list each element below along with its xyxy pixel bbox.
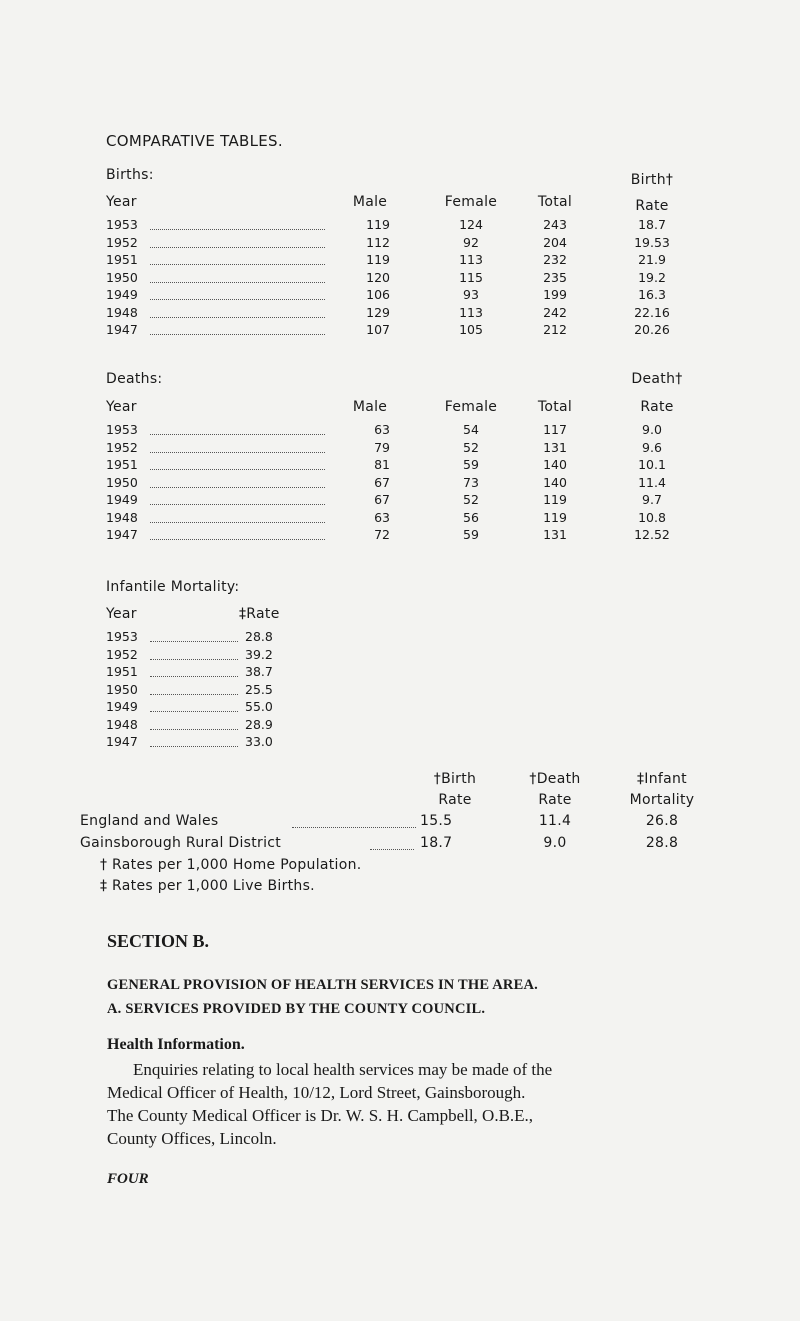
year-cell: 1948: [106, 716, 138, 732]
male-cell: 67: [374, 474, 390, 490]
total-cell: 140: [543, 474, 567, 490]
comparison-header-birth-top: †Birth: [433, 771, 477, 787]
rate-cell: 11.4: [638, 474, 666, 490]
female-cell: 113: [459, 304, 483, 320]
total-cell: 117: [543, 422, 567, 437]
male-cell: 63: [374, 422, 390, 437]
female-cell: 124: [459, 217, 483, 232]
female-cell: 92: [463, 234, 479, 250]
leader-dots: [150, 641, 238, 642]
rate-cell: 12.52: [634, 527, 670, 542]
births-header-total: Total: [537, 194, 573, 210]
leader-dots: [150, 229, 325, 230]
leader-dots: [150, 746, 238, 747]
leader-dots: [150, 317, 325, 318]
rate-cell: 38.7: [245, 664, 273, 679]
comparison-row-label: England and Wales: [80, 813, 219, 829]
female-cell: 59: [463, 457, 479, 472]
leader-dots: [292, 827, 416, 828]
year-cell: 1950: [106, 681, 138, 697]
births-header-rate: Rate: [635, 198, 669, 214]
leader-dots: [150, 282, 325, 283]
rate-cell: 16.3: [638, 287, 666, 302]
male-cell: 120: [366, 269, 390, 285]
comparison-infant-value: 28.8: [645, 835, 679, 851]
leader-dots: [150, 676, 238, 677]
leader-dots: [150, 711, 238, 712]
year-cell: 1947: [106, 527, 138, 542]
subheading-health-information: Health Information.: [107, 1036, 245, 1053]
female-cell: 113: [459, 252, 483, 267]
year-cell: 1950: [106, 474, 138, 490]
comparison-row-label: Gainsborough Rural District: [80, 835, 282, 851]
year-cell: 1953: [106, 217, 138, 232]
comparison-birth-value: 18.7: [420, 835, 453, 851]
year-cell: 1951: [106, 664, 138, 679]
section-title: SECTION B.: [107, 931, 210, 951]
male-cell: 67: [374, 492, 390, 507]
rate-cell: 20.26: [634, 322, 670, 337]
births-header-male: Male: [352, 194, 388, 210]
female-cell: 52: [463, 492, 479, 507]
male-cell: 107: [366, 322, 390, 337]
year-cell: 1953: [106, 629, 138, 644]
male-cell: 119: [366, 252, 390, 267]
rate-cell: 18.7: [638, 217, 666, 232]
rate-cell: 10.1: [638, 457, 666, 472]
female-cell: 105: [459, 322, 483, 337]
rate-cell: 39.2: [245, 646, 273, 662]
leader-dots: [150, 452, 325, 453]
births-rate-header-top: Birth†: [630, 172, 674, 188]
total-cell: 235: [543, 269, 567, 285]
female-cell: 54: [463, 422, 479, 437]
page-footer: FOUR: [107, 1171, 149, 1187]
rate-cell: 19.2: [638, 269, 666, 285]
year-cell: 1949: [106, 699, 138, 714]
year-cell: 1948: [106, 304, 138, 320]
year-cell: 1953: [106, 422, 138, 437]
rate-cell: 9.7: [642, 492, 662, 507]
year-cell: 1950: [106, 269, 138, 285]
comparison-header-death-bottom: Rate: [538, 792, 572, 808]
rate-cell: 9.0: [642, 422, 662, 437]
deaths-header-female: Female: [444, 399, 498, 415]
year-cell: 1948: [106, 509, 138, 525]
leader-dots: [150, 729, 238, 730]
births-header-female: Female: [444, 194, 498, 210]
rate-cell: 28.8: [245, 629, 273, 644]
rate-cell: 28.9: [245, 716, 273, 732]
female-cell: 73: [463, 474, 479, 490]
total-cell: 199: [543, 287, 567, 302]
male-cell: 119: [366, 217, 390, 232]
leader-dots: [150, 299, 325, 300]
comparison-header-infant-top: ‡Infant: [637, 771, 687, 787]
leader-dots: [150, 247, 325, 248]
year-cell: 1951: [106, 252, 138, 267]
total-cell: 212: [543, 322, 567, 337]
rate-cell: 10.8: [638, 509, 666, 525]
total-cell: 242: [543, 304, 567, 320]
deaths-header-male: Male: [352, 399, 388, 415]
leader-dots: [150, 694, 238, 695]
year-cell: 1947: [106, 734, 138, 749]
leader-dots: [150, 434, 325, 435]
comparison-header-death-top: †Death: [529, 771, 581, 787]
year-cell: 1952: [106, 439, 138, 455]
comparison-header-birth-bottom: Rate: [438, 792, 472, 808]
leader-dots: [370, 849, 414, 850]
male-cell: 63: [374, 509, 390, 525]
deaths-rate-header-top: Death†: [631, 371, 683, 387]
section-heading-services: A. SERVICES PROVIDED BY THE COUNTY COUNCIL.: [107, 1001, 486, 1017]
female-cell: 56: [463, 509, 479, 525]
male-cell: 129: [366, 304, 390, 320]
leader-dots: [150, 522, 325, 523]
infant-header-rate: ‡Rate: [239, 606, 280, 622]
total-cell: 131: [543, 527, 567, 542]
year-cell: 1951: [106, 457, 138, 472]
section-heading-general: GENERAL PROVISION OF HEALTH SERVICES IN THE AREA.: [107, 977, 538, 993]
deaths-header-year: Year: [106, 399, 137, 415]
paragraph-line: Enquiries relating to local health services may be made of the: [133, 1060, 553, 1079]
total-cell: 243: [543, 217, 567, 232]
male-cell: 72: [374, 527, 390, 542]
male-cell: 112: [366, 234, 390, 250]
comparison-infant-value: 26.8: [645, 813, 679, 829]
comparison-death-value: 11.4: [538, 813, 572, 829]
rate-cell: 9.6: [642, 439, 662, 455]
footnote-infant: ‡ Rates per 1,000 Live Births.: [100, 878, 315, 894]
deaths-header-total: Total: [537, 399, 573, 415]
rate-cell: 25.5: [245, 681, 273, 697]
year-cell: 1947: [106, 322, 138, 337]
year-cell: 1952: [106, 646, 138, 662]
male-cell: 106: [366, 287, 390, 302]
comparison-death-value: 9.0: [543, 835, 567, 851]
rate-cell: 19.53: [634, 234, 670, 250]
total-cell: 119: [543, 492, 567, 507]
page-title: COMPARATIVE TABLES.: [106, 132, 283, 150]
infant-header-year: Year: [106, 606, 137, 622]
year-cell: 1949: [106, 492, 138, 507]
rate-cell: 33.0: [245, 734, 273, 749]
leader-dots: [150, 469, 325, 470]
footnote-birth-death: † Rates per 1,000 Home Population.: [100, 857, 362, 873]
deaths-header-rate: Rate: [640, 399, 674, 415]
births-header-year: Year: [106, 194, 137, 210]
female-cell: 59: [463, 527, 479, 542]
year-cell: 1949: [106, 287, 138, 302]
leader-dots: [150, 539, 325, 540]
comparison-header-infant-bottom: Mortality: [629, 792, 695, 808]
comparison-birth-value: 15.5: [420, 813, 453, 829]
rate-cell: 22.16: [634, 304, 670, 320]
rate-cell: 21.9: [638, 252, 666, 267]
deaths-label: Deaths:: [106, 371, 163, 387]
leader-dots: [150, 264, 325, 265]
infant-label: Infantile Mortality:: [106, 579, 240, 595]
total-cell: 232: [543, 252, 567, 267]
leader-dots: [150, 334, 325, 335]
total-cell: 204: [543, 234, 567, 250]
year-cell: 1952: [106, 234, 138, 250]
total-cell: 131: [543, 439, 567, 455]
leader-dots: [150, 659, 238, 660]
rate-cell: 55.0: [245, 699, 273, 714]
total-cell: 140: [543, 457, 567, 472]
births-label: Births:: [106, 167, 154, 183]
paragraph-line: The County Medical Officer is Dr. W. S. H. Campbell, O.B.E.,: [107, 1106, 534, 1125]
female-cell: 115: [459, 269, 483, 285]
male-cell: 79: [374, 439, 390, 455]
leader-dots: [150, 504, 325, 505]
female-cell: 52: [463, 439, 479, 455]
male-cell: 81: [374, 457, 390, 472]
female-cell: 93: [463, 287, 479, 302]
paragraph-line: Medical Officer of Health, 10/12, Lord Street, Gainsborough.: [107, 1083, 526, 1102]
total-cell: 119: [543, 509, 567, 525]
leader-dots: [150, 487, 325, 488]
paragraph-line: County Offices, Lincoln.: [107, 1129, 277, 1148]
